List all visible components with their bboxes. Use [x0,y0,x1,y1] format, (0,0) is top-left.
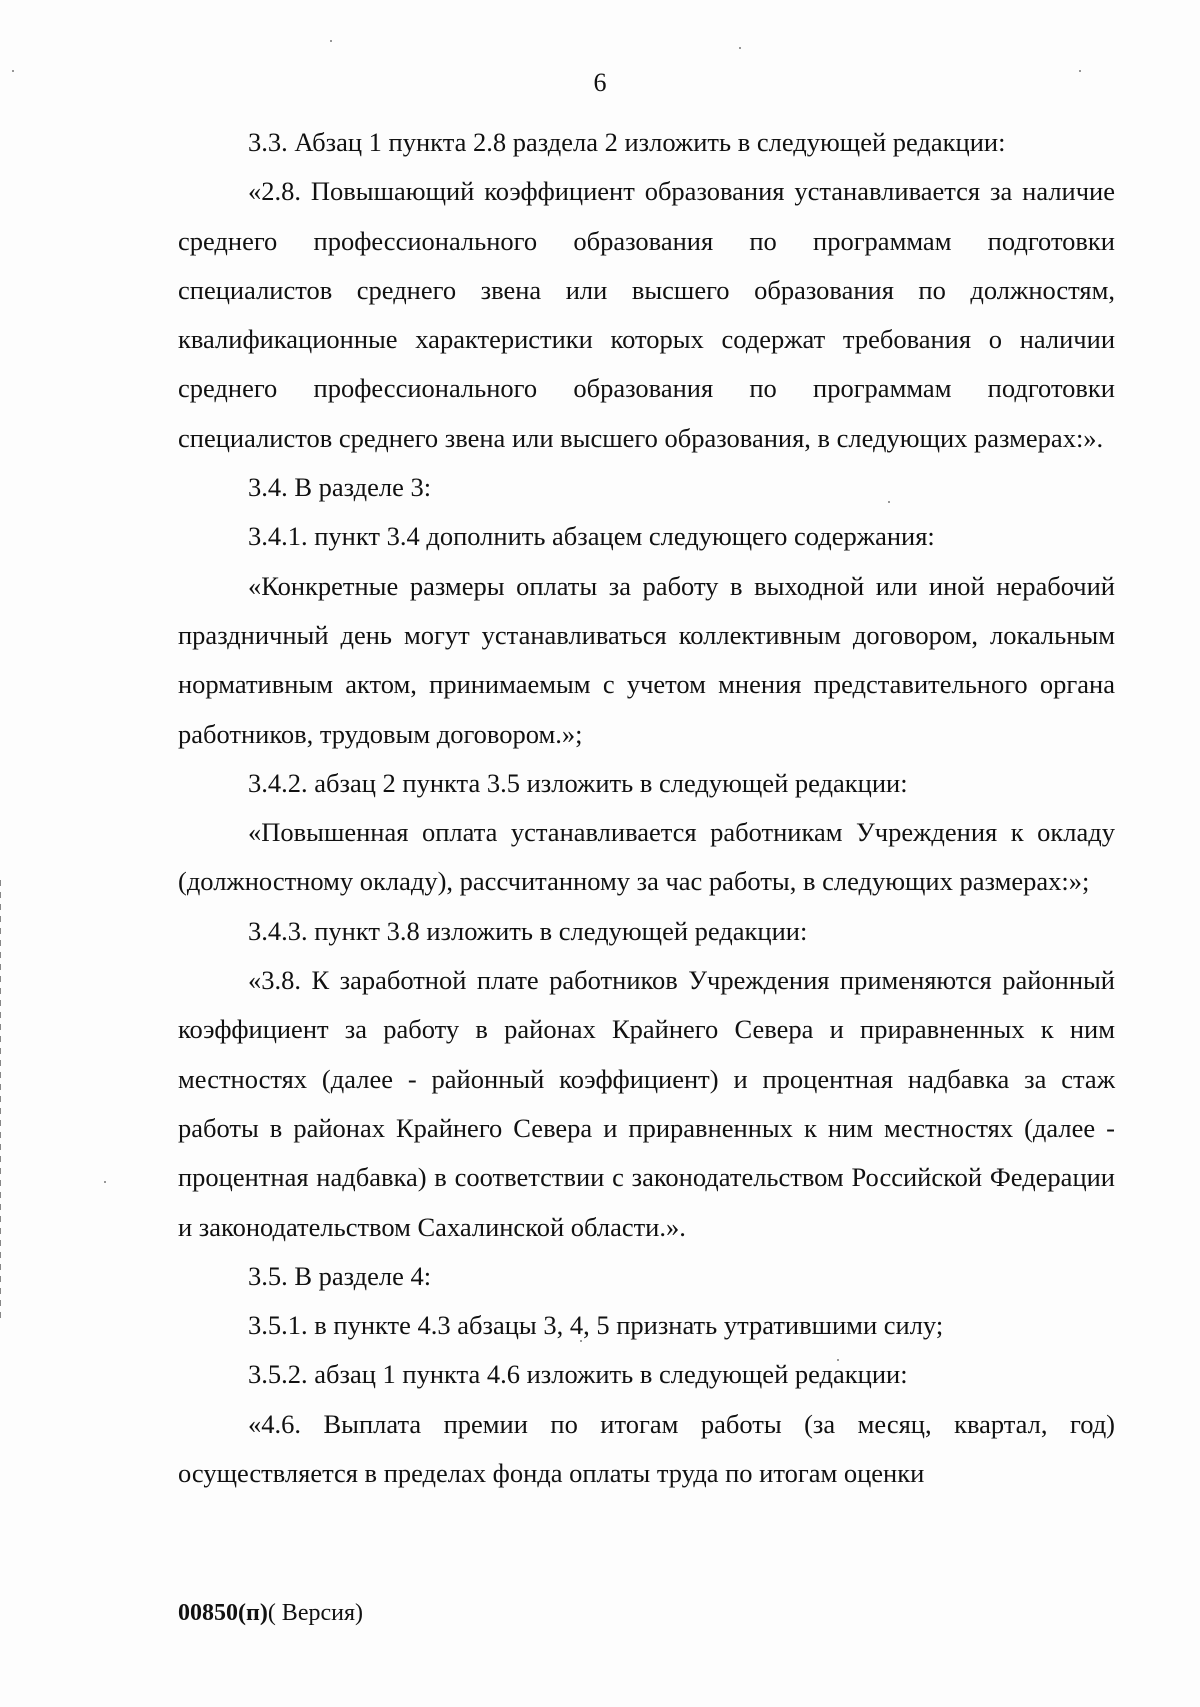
paragraph-3-5-2: 3.5.2. абзац 1 пункта 4.6 изложить в следующей редакции: [248,1359,908,1390]
paragraph-3-8-quote: «3.8. К заработной плате работников Учреждения применяются районный коэффициент за работу в районах Крайнего Севера и приравненных к ним местностях (далее - районный коэффициент) и процентная надбавка за стаж работы в районах Крайнего Севера и приравненных к ним местностях (далее - процентная надбавка) в соответствии с законодательством Российской Федерации и законодательством Сахалинской области.». [178,965,1115,1242]
paragraph-3-5: 3.5. В разделе 4: [248,1260,432,1291]
page-number: 6 [593,68,607,97]
paragraph-3-4-3: 3.4.3. пункт 3.8 изложить в следующей редакции: [248,915,808,946]
scan-speck [330,40,332,42]
scan-speck [104,1181,106,1183]
scan-speck [739,47,741,49]
paragraph-3-5-1: 3.5.1. в пункте 4.3 абзацы 3, 4, 5 признать утратившими силу; [248,1310,944,1341]
paragraph-3-5-quote: «Повышенная оплата устанавливается работникам Учреждения к окладу (должностному окладу), рассчитанному за час работы, в следующих размерах:»; [178,817,1115,897]
paragraph-3-4: 3.4. В разделе 3: [248,472,432,503]
paragraph-3-4-1: 3.4.1. пункт 3.4 дополнить абзацем следующего содержания: [248,521,935,552]
scan-edge-mark [0,880,1,1320]
document-version: ( Версия) [267,1600,363,1626]
document-code: 00850(п) [178,1600,268,1626]
paragraph-3-3: 3.3. Абзац 1 пункта 2.8 раздела 2 изложить в следующей редакции: [248,127,1006,157]
paragraph-3-4-2: 3.4.2. абзац 2 пункта 3.5 изложить в следующей редакции: [248,767,908,798]
paragraph-2-8-quote: «2.8. Повышающий коэффициент образования устанавливается за наличие среднего профессионального образования по программам подготовки специалистов среднего звена или высшего образования по должностям, квалификационные характеристики которых содержат требования о наличии среднего профессионального образования по программам подготовки специалистов среднего звена или высшего образования, в следующих размерах:». [178,176,1115,453]
document-body [178,118,1115,1498]
paragraph-3-4-quote: «Конкретные размеры оплаты за работу в выходной или иной нерабочий праздничный день могут устанавливаться коллективным договором, локальным нормативным актом, принимаемым с учетом мнения представительного органа работников, трудовым договором.»; [178,570,1115,749]
document-footer [178,1600,363,1627]
paragraph-4-6-quote: «4.6. Выплата премии по итогам работы (за месяц, квартал, год) осуществляется в пределах фонда оплаты труда по итогам оценки [178,1408,1115,1489]
